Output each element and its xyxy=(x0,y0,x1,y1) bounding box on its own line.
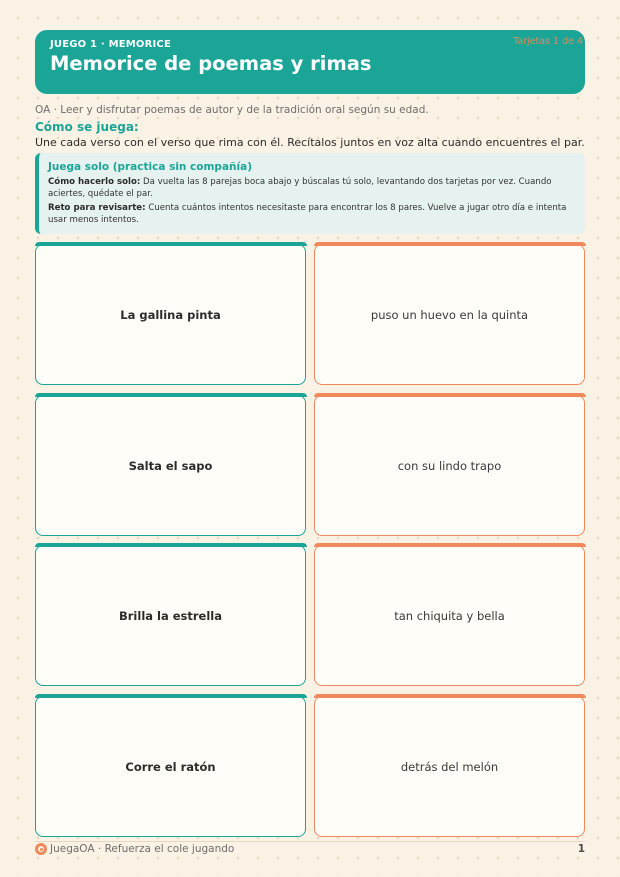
rhyme-card-text: puso un huevo en la quinta xyxy=(370,307,529,322)
solo-how-line xyxy=(48,176,575,200)
header-banner xyxy=(35,30,585,94)
how-to-play-text: Une cada verso con el verso que rima con él. Recítalos juntos en voz alta cuando encuentres el par. xyxy=(35,136,585,149)
card-set-tag: Tarjetas 1 de 4 xyxy=(513,36,583,47)
rhyme-card[interactable] xyxy=(314,545,585,686)
verse-card-text: Brilla la estrella xyxy=(119,608,222,623)
rhyme-card[interactable] xyxy=(314,244,585,385)
footer-divider xyxy=(35,841,585,842)
game-kicker: JUEGO 1 · MEMORICE xyxy=(50,39,172,50)
solo-play-box xyxy=(35,153,585,234)
verse-card[interactable] xyxy=(35,545,306,686)
solo-challenge-label: Reto para revisarte: xyxy=(48,203,146,213)
rhyme-card-text: tan chiquita y bella xyxy=(394,608,505,623)
verse-card[interactable] xyxy=(35,395,306,536)
solo-how-text: Da vuelta las 8 parejas boca abajo y búscalas tú solo, levantando dos tarjetas por vez. Cuando aciertes, quédate el par. xyxy=(48,177,552,199)
rhyme-card-text: con su lindo trapo xyxy=(397,458,502,473)
learning-objective: OA · Leer y disfrutar poemas de autor y de la tradición oral según su edad. xyxy=(35,104,429,116)
verse-card-text: La gallina pinta xyxy=(120,307,221,322)
verse-card-text: Corre el ratón xyxy=(125,759,216,774)
verse-card-text: Salta el sapo xyxy=(128,458,213,473)
footer-brand: JuegaOA · Refuerza el cole jugando xyxy=(50,843,235,855)
verse-card[interactable] xyxy=(35,244,306,385)
how-to-play-heading: Cómo se juega: xyxy=(35,120,139,134)
solo-challenge-text: Cuenta cuántos intentos necesitaste para encontrar los 8 pares. Vuelve a jugar otro día e intenta usar menos intentos. xyxy=(48,203,567,225)
target-icon xyxy=(35,843,47,855)
rhyme-card[interactable] xyxy=(314,696,585,837)
page-title: Memorice de poemas y rimas xyxy=(50,52,372,75)
page-number: 1 xyxy=(577,843,585,855)
rhyme-card-text: detrás del melón xyxy=(400,759,499,774)
solo-how-label: Cómo hacerlo solo: xyxy=(48,177,141,187)
solo-challenge-line xyxy=(48,202,575,226)
verse-card[interactable] xyxy=(35,696,306,837)
rhyme-card[interactable] xyxy=(314,395,585,536)
solo-play-title: Juega solo (practica sin compañía) xyxy=(48,161,252,173)
